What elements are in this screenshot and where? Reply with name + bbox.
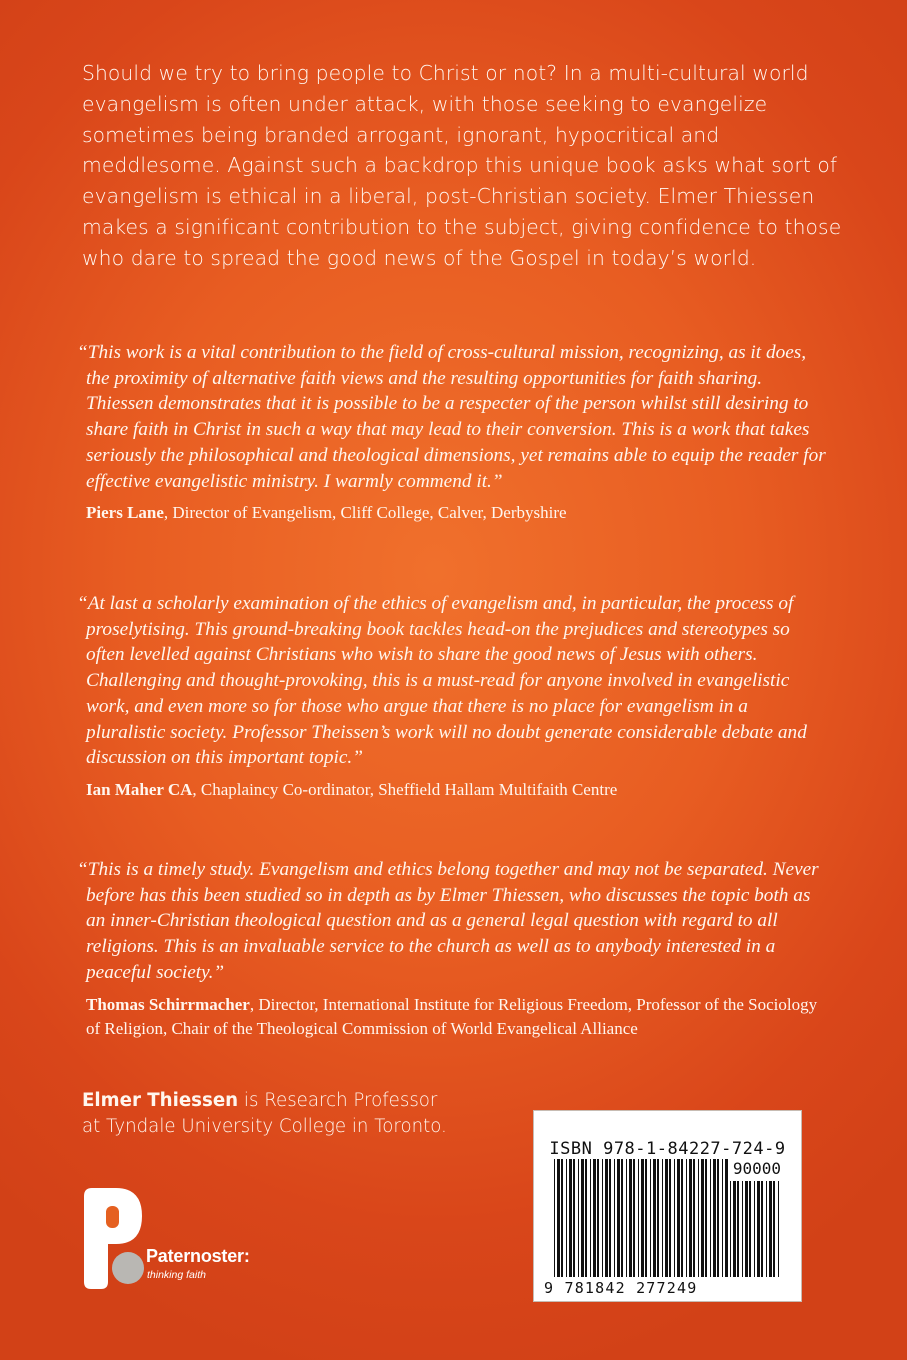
publisher-tagline: thinking faith	[147, 1269, 206, 1281]
publisher-name: Paternoster:	[146, 1246, 250, 1266]
publisher-logo	[82, 1186, 272, 1291]
author-bio	[82, 1088, 522, 1140]
author-bio-line-1: is Research Professor	[238, 1090, 438, 1111]
author-name: Elmer Thiessen	[82, 1090, 239, 1111]
isbn-barcode	[533, 1110, 802, 1302]
endorsement-1	[76, 340, 826, 525]
endorsement-quote: “At last a scholarly examination of the ethics of evangelism and, in particular, the process of proselytising. This ground-breaking book tackles head-on the prejudices and stereotypes so often levelled against Christians who wish to share the good news of Jesus with others. Challenging and thought-provoking, this is a must-read for anyone involved in evangelistic work, and even more so for those who argue that there is no place for evangelism in a pluralistic society. Professor Theissen’s work will no doubt generate considerable debate and discussion on this important topic.”	[77, 593, 807, 769]
endorsement-attribution	[86, 778, 826, 802]
endorsement-attribution	[86, 993, 826, 1041]
isbn-number: ISBN 978-1-84227-724-9	[549, 1139, 786, 1159]
barcode-bars-icon	[554, 1159, 734, 1279]
endorser-role: , Chaplaincy Co-ordinator, Sheffield Hallam Multifaith Centre	[192, 779, 618, 799]
endorsement-quote: “This is a timely study. Evangelism and ethics belong together and may not be separated. Never before has this been studied so in depth as by Elmer Thiessen, who discusses the topic both as an inner-Christian theological question and as a general legal question with regard to all religions. This is an invaluable service to the church as well as to anybody interested in a peaceful society.”	[77, 859, 819, 983]
endorser-name: Piers Lane	[86, 503, 164, 523]
price-code: 90000	[732, 1159, 781, 1178]
endorser-name: Ian Maher CA	[86, 779, 193, 799]
endorser-name: Thomas Schirrmacher	[86, 994, 250, 1014]
paternoster-p-logo-icon	[82, 1186, 144, 1291]
endorser-role: , Director, International Institute for Religious Freedom, Professor of the Sociology of Religion, Chair of the Theological Commission of World Evangelical Alliance	[86, 994, 818, 1038]
ean-digits: 9 781842 277249	[544, 1279, 698, 1297]
back-cover-blurb: Should we try to bring people to Christ or not? In a multi-cultural world evangelism is often under attack, with those seeking to evangelize sometimes being branded arrogant, ignorant, hypocritical and meddlesome. Against such a backdrop this unique book asks what sort of evangelism is ethical in a liberal, post-Christian society. Elmer Thiessen makes a significant contribution to the subject, giving confidence to those who dare to spread the good news of the Gospel in today’s world.	[82, 61, 842, 270]
author-bio-line-2: at Tyndale University College in Toronto.	[82, 1116, 447, 1137]
addon-barcode-bars-icon	[730, 1181, 784, 1279]
endorsement-2	[76, 591, 826, 802]
endorsement-quote: “This work is a vital contribution to the field of cross-cultural mission, recognizing, as it does, the proximity of alternative faith views and the resulting opportunities for faith sharing. Thiessen demonstrates that it is possible to be a respecter of the person whilst still desiring to share faith in Christ in such a way that may lead to their conversion. This is a work that takes seriously the philosophical and theological dimensions, yet remains able to equip the reader for effective evangelistic ministry. I warmly commend it.”	[77, 342, 826, 492]
endorsement-attribution	[86, 501, 826, 525]
endorsement-3	[76, 857, 826, 1041]
endorser-role: , Director of Evangelism, Cliff College, Calver, Derbyshire	[163, 503, 567, 523]
